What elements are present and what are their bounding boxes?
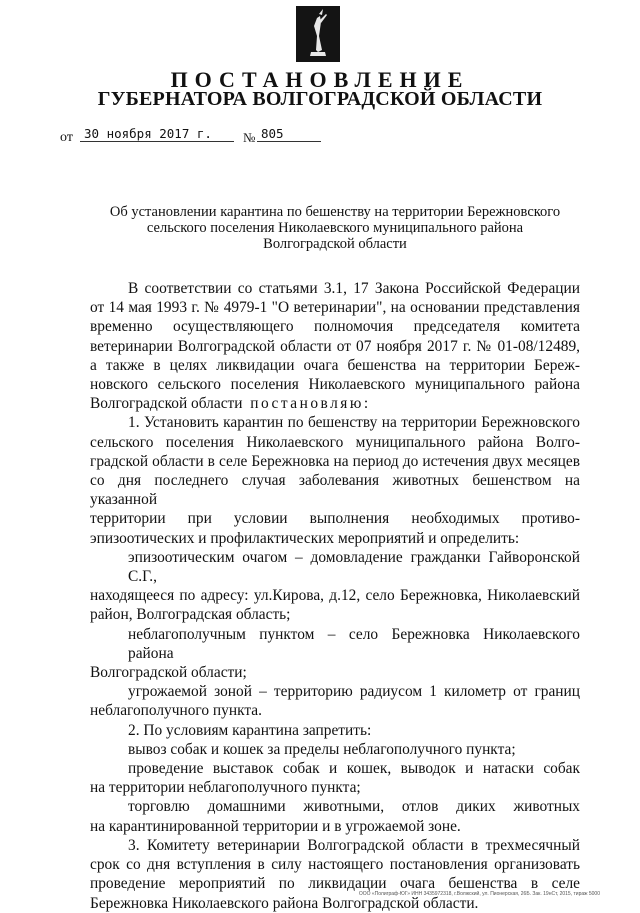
document-date: 30 ноября 2017 г. <box>80 126 234 142</box>
zone-line: неблагополучного пункта. <box>90 702 262 720</box>
clause-3-line: 3. Комитету ветеринарии Волгоградской области в трехмесячный <box>128 836 580 854</box>
body-line: временно осуществляющего полномочия председателя комитета <box>90 318 580 336</box>
volgograd-emblem-icon <box>296 6 340 62</box>
clause-3-line: срок со дня вступления в силу настоящего постановления организовать <box>90 856 580 874</box>
point-line: Волгоградской области; <box>90 664 247 682</box>
focus-line: находящееся по адресу: ул.Кирова, д.12, село Бережновка, Николаевский <box>90 587 580 605</box>
body-line: от 14 мая 1993 г. № 4979-1 "О ветеринарии", на основании представления <box>90 299 580 317</box>
clause-3-line: Бережновка Николаевского района Волгоградской области. <box>90 894 479 912</box>
body-line: а также в целях ликвидации очага бешенства на территории Береж- <box>90 356 580 374</box>
number-label: № <box>243 130 256 145</box>
body-line: новского сельского поселения Николаевского муниципального района <box>90 376 580 394</box>
heading-line: сельского поселения Николаевского муниципального района <box>146 220 524 236</box>
document-title: ПОСТАНОВЛЕНИЕ <box>170 67 470 92</box>
body-line: В соответствии со статьями 3.1, 17 Закона Российской Федерации <box>128 280 580 297</box>
point-line: неблагополучным пунктом – село Бережновка Николаевского района <box>128 625 580 662</box>
heading-line: Об установлении карантина по бешенству на территории Бережновского <box>109 204 561 220</box>
clause-1-line: сельского поселения Николаевского муниципального района Волго- <box>90 433 580 451</box>
document-body <box>90 279 580 913</box>
document-issuer: ГУБЕРНАТОРА ВОЛГОГРАДСКОЙ ОБЛАСТИ <box>97 88 543 110</box>
clause-1-line: со дня последнего случая заболевания животных бешенством на указанной <box>90 472 580 509</box>
body-text: Волгоградской области <box>90 395 243 413</box>
clause-3-line: проведение мероприятий по ликвидации очага бешенства в селе <box>90 875 580 893</box>
focus-line: эпизоотическим очагом – домовладение гражданки Гайворонской С.Г., <box>128 548 580 586</box>
clause-1-line: территории при условии выполнения необходимых противо- <box>90 510 580 528</box>
document-meta <box>60 124 360 148</box>
shows-ban-line: на территории неблагополучного пункта; <box>90 779 361 797</box>
emblem-motherland-statue-icon <box>296 6 340 62</box>
clause-1-line: эпизоотических и профилактических мероприятий и определить: <box>90 529 520 547</box>
zone-line: угрожаемой зоной – территорию радиусом 1 километр от границ <box>128 683 580 701</box>
shows-ban-line: проведение выставок собак и кошек, выводок и натаски собак <box>128 760 580 778</box>
body-line: ветеринарии Волгоградской области от 07 ноября 2017 г. № 01-08/12489, <box>90 337 580 355</box>
date-label: от <box>60 130 73 145</box>
clause-1-line: 1. Установить карантин по бешенству на территории Бережновского <box>128 414 580 432</box>
trade-ban-line: торговлю домашними животными, отлов диких животных <box>128 798 580 816</box>
export-ban-line: вывоз собак и кошек за пределы неблагополучного пункта; <box>128 740 516 758</box>
document-number: 805 <box>257 126 321 142</box>
printer-imprint: ООО «Полиграф-ЮГ» ИНН 3435972318, г.Волжский, ул. Пионерская, 26Б. Зак. 19нСт, 2015, тираж 5000 <box>358 891 600 897</box>
clause-1-line: градской области в селе Бережновка на период до истечения двух месяцев <box>90 452 580 470</box>
trade-ban-line: на карантинированной территории и в угрожаемой зоне. <box>90 817 461 835</box>
body-line <box>90 394 580 413</box>
clause-2-line: 2. По условиям карантина запретить: <box>128 721 372 739</box>
heading-line: Волгоградской области <box>263 236 407 252</box>
decree-word: постановляю: <box>250 395 371 413</box>
focus-line: район, Волгоградская область; <box>90 606 291 624</box>
document-heading <box>90 204 580 252</box>
